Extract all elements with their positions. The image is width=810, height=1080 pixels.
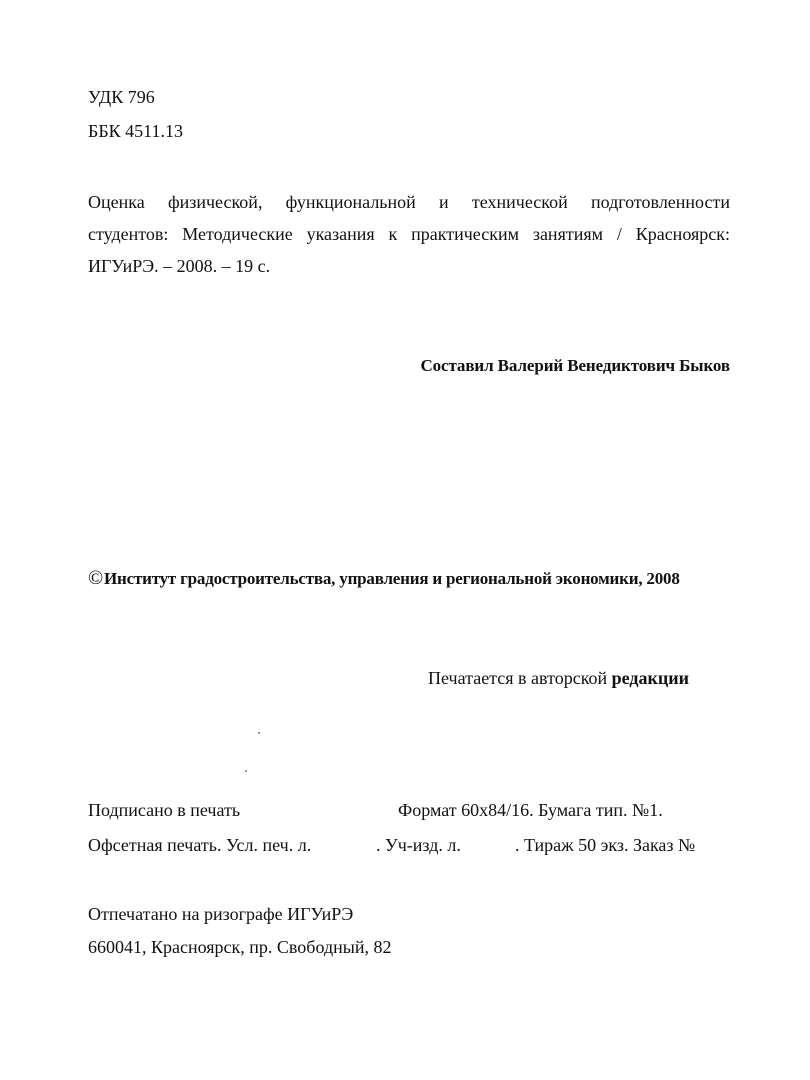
- print-run: . Тираж 50 экз. Заказ №: [515, 835, 696, 855]
- udk-code: УДК 796: [88, 87, 155, 107]
- paper-format: Формат 60х84/16. Бумага тип. №1.: [398, 800, 663, 820]
- print-note-emphasis: редакции: [611, 668, 690, 688]
- description-line-2: студентов: Методические указания к практическим занятиям / Красноярск:: [88, 224, 730, 244]
- print-note: [428, 669, 689, 687]
- copyright-line: [88, 568, 680, 588]
- scan-speck: [258, 732, 260, 734]
- print-note-prefix: Печатается в авторской: [428, 668, 612, 688]
- printed-by: Отпечатано на ризографе ИГУиРЭ: [88, 904, 354, 924]
- description-line-3: ИГУиРЭ. – 2008. – 19 с.: [88, 256, 271, 276]
- signed-for-print: Подписано в печать: [88, 800, 241, 820]
- offset-print: Офсетная печать. Усл. печ. л.: [88, 835, 312, 855]
- scan-speck: [245, 770, 247, 772]
- copyright-icon: ©: [88, 567, 103, 589]
- compiler-line: Составил Валерий Венедиктович Быков: [420, 356, 730, 375]
- bbk-code: ББК 4511.13: [88, 121, 184, 141]
- printer-address: 660041, Красноярск, пр. Свободный, 82: [88, 937, 392, 957]
- copyright-text: Институт градостроительства, управления и региональной экономики, 2008: [104, 569, 680, 588]
- description-line-1: Оценка физической, функциональной и технической подготовленности: [88, 192, 730, 212]
- bibliographic-description: [88, 186, 730, 282]
- publishing-sheets: . Уч-изд. л.: [376, 835, 461, 855]
